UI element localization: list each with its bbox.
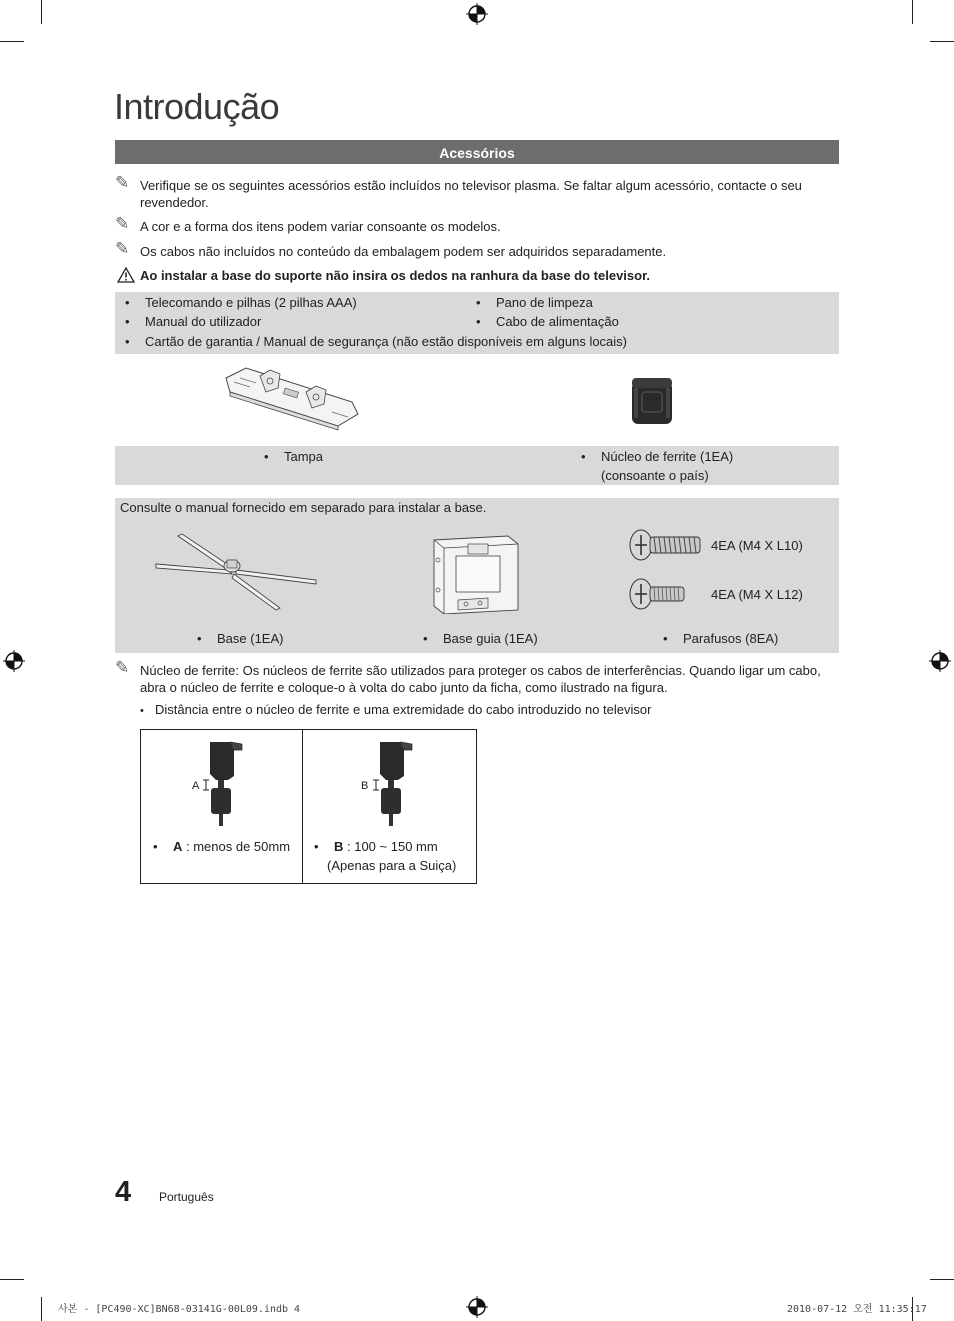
note-text: A cor e a forma dos itens podem variar consoante os modelos. <box>140 219 501 234</box>
list-item: • Cartão de garantia / Manual de segurança (não estão disponíveis em alguns locais) <box>125 334 628 349</box>
stand-guide-illustration <box>428 530 522 614</box>
pencil-note-icon: ✎ <box>115 173 130 192</box>
page-number: 4 <box>115 1176 132 1208</box>
pencil-note-icon: ✎ <box>115 658 130 677</box>
registration-mark-icon <box>466 1296 488 1318</box>
ferrite-country-note: (consoante o país) <box>601 468 709 483</box>
cable-a-illustration <box>200 738 250 828</box>
crop-mark <box>0 41 24 42</box>
note-text: Núcleo de ferrite: Os núcleos de ferrite são utilizados para proteger os cabos de interferências. Quando ligar um cabo, abra o núcleo de ferrite e coloque-o à volta do cabo junto da ficha, como ilustrado na figura. <box>140 663 821 695</box>
pencil-note-icon: ✎ <box>115 214 130 233</box>
warning-note <box>115 267 839 284</box>
cover-illustration <box>220 362 365 434</box>
stand-intro: Consulte o manual fornecido em separado para instalar a base. <box>120 500 487 515</box>
list-item: • Pano de limpeza <box>476 295 593 310</box>
stand-base-illustration <box>152 530 320 614</box>
list-item-guide: • Base guia (1EA) <box>423 631 538 646</box>
page-language: Português <box>159 1190 214 1204</box>
ferrite-core-illustration <box>628 374 676 426</box>
warning-text: Ao instalar a base do suporte não insira os dedos na ranhura da base do televisor. <box>140 268 651 283</box>
slug-timestamp: 2010-07-12 오전 11:35:17 <box>787 1304 927 1315</box>
note-color-shape <box>115 214 839 235</box>
slug-filename: 사본 - [PC490-XC]BN68-03141G-00L09.indb 4 <box>58 1304 301 1315</box>
note-ferrite <box>115 658 839 696</box>
list-item-cover: • Tampa <box>264 449 324 464</box>
table-cell-b: • B : 100 ~ 150 mm <box>314 839 438 854</box>
list-item: • Cabo de alimentação <box>476 314 619 329</box>
cable-b-illustration <box>370 738 420 828</box>
list-item: • Telecomando e pilhas (2 pilhas AAA) <box>125 295 357 310</box>
crop-mark <box>912 0 913 24</box>
note-accessories-check <box>115 173 839 211</box>
marker-b: B <box>361 780 369 792</box>
list-item-base: • Base (1EA) <box>197 631 284 646</box>
crop-mark <box>930 1279 954 1280</box>
list-item-screws: • Parafusos (8EA) <box>663 631 779 646</box>
crop-mark <box>0 1279 24 1280</box>
crop-mark <box>41 0 42 24</box>
list-item: • Manual do utilizador <box>125 314 262 329</box>
note-text: Os cabos não incluídos no conteúdo da embalagem podem ser adquiridos separadamente. <box>140 244 667 259</box>
table-cell-a: • A : menos de 50mm <box>153 839 291 854</box>
crop-mark <box>41 1297 42 1321</box>
note-cables <box>115 239 839 260</box>
list-item-ferrite: • Núcleo de ferrite (1EA) <box>581 449 734 464</box>
marker-a: A <box>192 780 200 792</box>
warning-icon <box>117 267 135 283</box>
pencil-note-icon: ✎ <box>115 239 130 258</box>
page-title: Introdução <box>114 86 280 127</box>
registration-mark-icon <box>466 3 488 25</box>
registration-mark-icon <box>929 650 951 672</box>
table-cell-b-note: (Apenas para a Suiça) <box>327 858 457 873</box>
note-text: Verifique se os seguintes acessórios estão incluídos no televisor plasma. Se faltar algum acessório, contacte o seu revendedor. <box>140 178 802 210</box>
section-header: Acessórios <box>115 140 839 164</box>
screw-m4-l10-icon <box>628 528 704 562</box>
crop-mark <box>930 41 954 42</box>
screw-m4-l12-label: 4EA (M4 X L12) <box>711 587 803 602</box>
distance-note: • Distância entre o núcleo de ferrite e uma extremidade do cabo introduzido no televisor <box>140 702 652 717</box>
registration-mark-icon <box>3 650 25 672</box>
table-divider <box>302 729 303 884</box>
screw-m4-l10-label: 4EA (M4 X L10) <box>711 538 803 553</box>
screw-m4-l12-icon <box>628 577 688 611</box>
